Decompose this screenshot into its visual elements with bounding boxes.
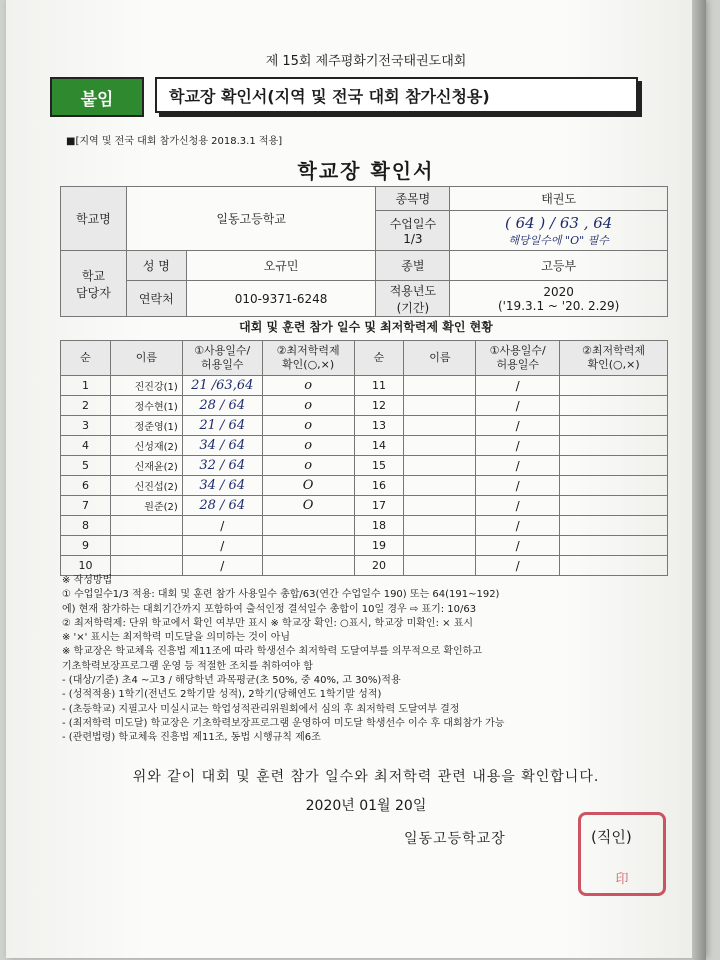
year-cell [450, 281, 668, 317]
issue-date: 2020년 01월 20일 [305, 798, 427, 814]
instruction-line: - (성적적용) 1학기(전년도 2학기말 성적), 2학기(당해연도 1학기말 성적) [62, 689, 382, 701]
instruction-line: ※ 작성방법 [62, 575, 113, 586]
days-used: / [182, 556, 262, 576]
minimum-academic-check [560, 456, 668, 476]
year-label-line1: 적용년도 [389, 283, 437, 298]
minimum-academic-check [560, 436, 668, 456]
year-value: 2020 [543, 284, 574, 299]
instruction-line: - (대상/기준) 초4 ~고3 / 해당학년 과목평균(초 50%, 중 40%, 고 30%)적용 [62, 675, 401, 687]
attachment-tag: 붙임 [50, 77, 144, 117]
days-used: / [182, 516, 262, 536]
days-used: / [476, 396, 560, 416]
student-name [404, 376, 476, 396]
table-row [61, 396, 668, 416]
days-used: 21 / 64 [182, 416, 262, 436]
minimum-academic-check [560, 476, 668, 496]
year-label [376, 281, 450, 317]
table-row [61, 476, 668, 496]
row-number: 6 [61, 476, 111, 496]
header-no-right: 순 [354, 341, 404, 376]
sport-value: 태권도 [450, 187, 668, 211]
instruction-line: - (관련법령) 학교체육 진흥법 제11조, 동법 시행규칙 제6조 [62, 732, 321, 744]
student-name: 신재윤(2) [110, 456, 182, 476]
document-title: 학교장 확인서 [297, 159, 435, 183]
header-check-line2: 확인(○,×) [282, 358, 335, 371]
header-check-line1: ②최저학력제 [582, 344, 646, 357]
row-number: 18 [354, 516, 404, 536]
header-days-right [476, 341, 560, 376]
table-row [61, 496, 668, 516]
header-name-right: 이름 [404, 341, 476, 376]
participation-table [60, 340, 668, 576]
student-name [404, 536, 476, 556]
info-table [60, 186, 668, 317]
form-title: 학교장 확인서(지역 및 전국 대회 참가신청용) [155, 77, 638, 113]
row-number: 2 [61, 396, 111, 416]
minimum-academic-check: o [262, 436, 354, 456]
table-row [61, 456, 668, 476]
minimum-academic-check [262, 556, 354, 576]
days-used: 34 / 64 [182, 436, 262, 456]
page-edge [692, 0, 706, 960]
student-name [404, 556, 476, 576]
school-value: 일동고등학교 [126, 187, 376, 251]
manager-label-line1: 학교 [81, 268, 106, 283]
student-name [110, 516, 182, 536]
days-used: 34 / 64 [182, 476, 262, 496]
division-value: 고등부 [450, 251, 668, 281]
row-number: 14 [354, 436, 404, 456]
student-name: 원준(2) [110, 496, 182, 516]
student-name [404, 476, 476, 496]
section-title: 대회 및 훈련 참가 일수 및 최저학력제 확인 현황 [239, 320, 493, 334]
division-label: 종별 [376, 251, 450, 281]
row-number: 1 [61, 376, 111, 396]
days-used: / [476, 496, 560, 516]
header-check-right [560, 341, 668, 376]
header-days-line1: ①사용일수/ [489, 344, 546, 357]
header-days-line2: 허용일수 [496, 358, 539, 371]
minimum-academic-check: O [262, 476, 354, 496]
school-days-label-line1: 수업일수 [389, 217, 437, 231]
school-days-label [376, 211, 450, 251]
minimum-academic-check [560, 496, 668, 516]
row-number: 15 [354, 456, 404, 476]
student-name [404, 416, 476, 436]
event-title: 제 15회 제주평화기전국태권도대회 [265, 54, 467, 69]
days-used: / [182, 536, 262, 556]
minimum-academic-check: o [262, 416, 354, 436]
minimum-academic-check [560, 396, 668, 416]
header-check-line1: ②최저학력제 [276, 344, 340, 357]
days-used: 21 /63,64 [182, 376, 262, 396]
minimum-academic-check [262, 536, 354, 556]
student-name: 정준영(1) [110, 416, 182, 436]
row-number: 13 [354, 416, 404, 436]
days-used: / [476, 376, 560, 396]
minimum-academic-check [560, 556, 668, 576]
table-row [61, 516, 668, 536]
table-row [61, 556, 668, 576]
school-days-note: 해당일수에 "O" 필수 [508, 233, 609, 247]
minimum-academic-check [262, 516, 354, 536]
instructions [62, 574, 682, 746]
form-applicability-note: ■[지역 및 전국 대회 참가신청용 2018.3.1 적용] [66, 136, 283, 147]
header-check-line2: 확인(○,×) [587, 358, 640, 371]
row-number: 8 [61, 516, 111, 536]
days-used: 28 / 64 [182, 396, 262, 416]
row-number: 19 [354, 536, 404, 556]
manager-label-line2: 담당자 [76, 285, 111, 300]
minimum-academic-check: o [262, 396, 354, 416]
school-label: 학교명 [61, 187, 127, 251]
instruction-line: ① 수업일수1/3 적용: 대회 및 훈련 참가 사용일수 총합/63(연간 수업일수 190) 또는 64(191~192) [62, 589, 500, 601]
row-number: 5 [61, 456, 111, 476]
confirmation-statement: 위와 같이 대회 및 훈련 참가 일수와 최저학력 관련 내용을 확인합니다. [132, 769, 600, 785]
student-name [110, 556, 182, 576]
header-no-left: 순 [61, 341, 111, 376]
minimum-academic-check [560, 516, 668, 536]
sport-label: 종목명 [376, 187, 450, 211]
document-page [6, 0, 706, 958]
row-number: 11 [354, 376, 404, 396]
minimum-academic-check [560, 376, 668, 396]
manager-name-label: 성 명 [126, 251, 186, 281]
minimum-academic-check [560, 416, 668, 436]
seal-mark: 印 [615, 872, 629, 887]
days-used: / [476, 476, 560, 496]
instruction-line: 기초학력보장프로그램 운영 등 적절한 조치를 취하여야 함 [62, 660, 313, 672]
school-days-cell [450, 211, 668, 251]
instruction-line: ※ '×' 표시는 최저학력 미도달을 의미하는 것이 아님 [62, 632, 291, 644]
minimum-academic-check: O [262, 496, 354, 516]
days-used: / [476, 456, 560, 476]
contact-label: 연락처 [126, 281, 186, 317]
table-row [61, 376, 668, 396]
instruction-line: - (최저학력 미도달) 학교장은 기초학력보장프로그램 운영하여 미도달 학생선수 이수 후 대회참가 가능 [62, 717, 505, 729]
row-number: 7 [61, 496, 111, 516]
table-row [61, 536, 668, 556]
school-days-value: ( 64 ) / 63 , 64 [504, 213, 613, 232]
header-days-left [182, 341, 262, 376]
days-used: / [476, 556, 560, 576]
contact-value: 010-9371-6248 [186, 281, 376, 317]
row-number: 17 [354, 496, 404, 516]
student-name [110, 536, 182, 556]
principal-signature: 일동고등학교장 [404, 831, 506, 847]
official-seal-stamp [578, 812, 666, 896]
student-name [404, 456, 476, 476]
manager-name-value: 오규민 [186, 251, 376, 281]
days-used: / [476, 536, 560, 556]
manager-label [61, 251, 127, 317]
school-days-label-line2: 1/3 [403, 232, 423, 246]
year-period: ('19.3.1 ~ '20. 2.29) [497, 298, 620, 313]
student-name [404, 496, 476, 516]
days-used: / [476, 436, 560, 456]
row-number: 20 [354, 556, 404, 576]
table-row [61, 416, 668, 436]
days-used: / [476, 416, 560, 436]
days-used: / [476, 516, 560, 536]
minimum-academic-check [560, 536, 668, 556]
student-name [404, 436, 476, 456]
student-name: 진진강(1) [110, 376, 182, 396]
table-row [61, 436, 668, 456]
instruction-line: ※ 학교장은 학교체육 진흥법 제11조에 따라 학생선수 최저학력 도달여부를 의무적으로 확인하고 [62, 646, 482, 658]
header-check-left [262, 341, 354, 376]
days-used: 32 / 64 [182, 456, 262, 476]
student-name: 신성재(2) [110, 436, 182, 456]
header-name-left: 이름 [110, 341, 182, 376]
instruction-line: 에) 현재 참가하는 대회기간까지 포함하여 출석인정 결석일수 총합이 10일 경우 ⇨ 표기: 10/63 [62, 603, 477, 615]
header-days-line1: ①사용일수/ [194, 344, 251, 357]
row-number: 4 [61, 436, 111, 456]
row-number: 9 [61, 536, 111, 556]
row-number: 3 [61, 416, 111, 436]
instruction-line: - (초등학교) 지필고사 미실시교는 학업성적관리위원회에서 심의 후 최저학력 도달여부 결정 [62, 703, 460, 715]
year-label-line2: (기간) [396, 300, 430, 315]
minimum-academic-check: o [262, 376, 354, 396]
student-name [404, 396, 476, 416]
minimum-academic-check: o [262, 456, 354, 476]
row-number: 12 [354, 396, 404, 416]
row-number: 16 [354, 476, 404, 496]
seal-label: (직인) [591, 828, 632, 846]
row-number: 10 [61, 556, 111, 576]
student-name [404, 516, 476, 536]
instruction-line: ② 최저학력제: 단위 학교에서 확인 여부만 표시 ※ 학교장 확인: ○표시, 학교장 미확인: × 표시 [62, 617, 474, 629]
student-name: 정수현(1) [110, 396, 182, 416]
header-days-line2: 허용일수 [200, 358, 244, 371]
table-header-row [61, 341, 668, 376]
student-name: 신진섭(2) [110, 476, 182, 496]
days-used: 28 / 64 [182, 496, 262, 516]
